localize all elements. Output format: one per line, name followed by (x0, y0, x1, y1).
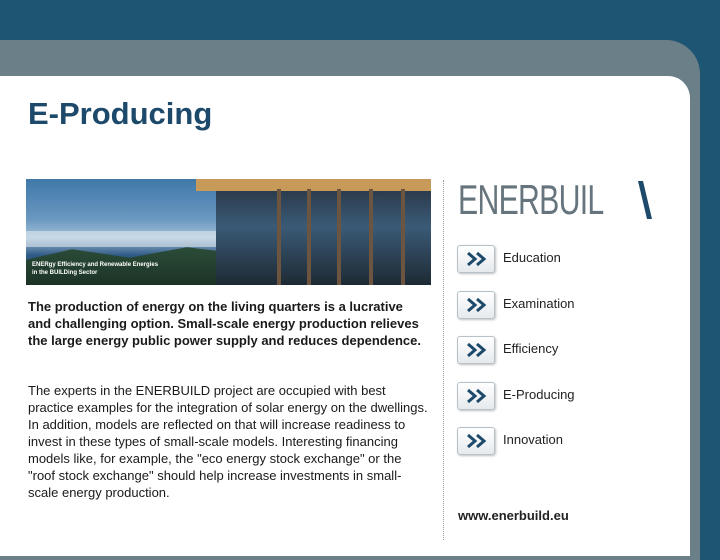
nav-label: Innovation (503, 432, 563, 447)
photo-beam (277, 189, 281, 285)
nav-label: Education (503, 250, 561, 265)
photo-caption-line: in the BUILDing Sector (32, 270, 98, 276)
logo-slash-icon (638, 181, 652, 219)
nav-button[interactable] (457, 291, 495, 319)
photo-caption-line: ENERgy Efficiency and Renewable Energies (32, 262, 159, 268)
photo-roof (196, 179, 431, 191)
photo-beam (401, 189, 405, 285)
logo-wordmark: ENERBUIL (458, 176, 604, 223)
nav-label: E-Producing (503, 387, 575, 402)
page-title: E-Producing (28, 96, 213, 131)
double-chevron-right-icon (466, 251, 488, 267)
header-photo (26, 179, 431, 285)
nav-item-innovation[interactable] (457, 427, 657, 455)
nav-item-examination[interactable] (457, 291, 657, 319)
body-paragraph: The experts in the ENERBUILD project are occupied with best practice examples for the integration of solar energy on the dwellings. In addition, models are reflected on that will increase readiness to invest in these types of small-scale models. Interesting financing models like, for example, the "eco energy stock exchange" or the "roof stock exchange" should help increase investments in small-scale energy production. (28, 383, 428, 500)
photo-balcony (216, 179, 431, 285)
double-chevron-right-icon (466, 342, 488, 358)
photo-beam (307, 189, 311, 285)
nav-item-e-producing[interactable] (457, 382, 657, 410)
nav-label: Examination (503, 296, 575, 311)
nav-label: Efficiency (503, 341, 559, 356)
nav-button[interactable] (457, 245, 495, 273)
intro-paragraph: The production of energy on the living quarters is a lucrative and challenging option. Small-scale energy production relieves the large energy public power supply and reduces dependence. (28, 299, 421, 348)
double-chevron-right-icon (466, 433, 488, 449)
photo-beam (369, 189, 373, 285)
website-link[interactable]: www.enerbuild.eu (458, 508, 569, 523)
nav-button[interactable] (457, 336, 495, 364)
photo-beam (337, 189, 341, 285)
enerbuild-logo (458, 178, 653, 222)
photo-caption (32, 261, 158, 277)
top-band (0, 0, 720, 40)
double-chevron-right-icon (466, 297, 488, 313)
column-divider (443, 180, 444, 540)
nav-item-efficiency[interactable] (457, 336, 657, 364)
nav-button[interactable] (457, 382, 495, 410)
double-chevron-right-icon (466, 388, 488, 404)
nav-button[interactable] (457, 427, 495, 455)
nav-item-education[interactable] (457, 245, 657, 273)
